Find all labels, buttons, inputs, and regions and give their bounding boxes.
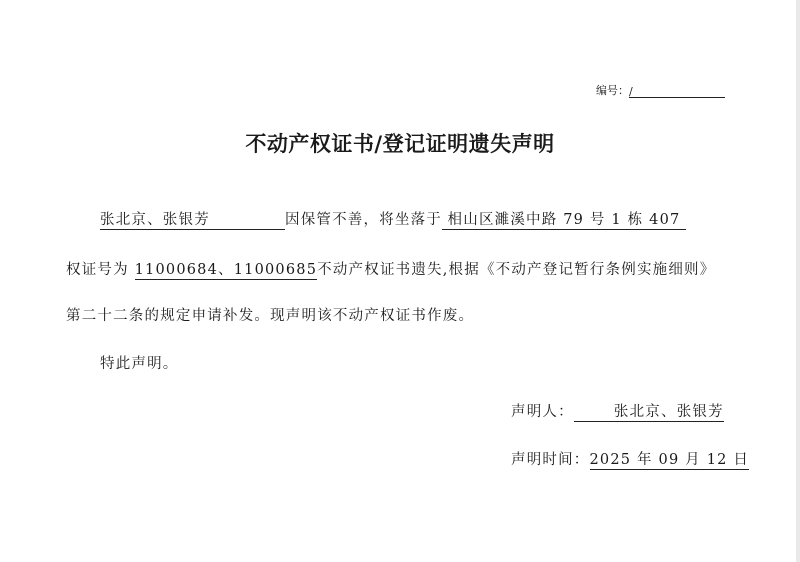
page-edge <box>796 0 800 562</box>
paragraph-line-1 <box>100 208 686 230</box>
serial-number-row <box>596 82 725 98</box>
serial-number-value: / <box>629 85 725 98</box>
lost-owner-names: 张北京、张银芳 <box>100 212 285 230</box>
date-value: 2025 年 09 月 12 日 <box>589 452 750 468</box>
declarant-label: 声明人： <box>511 404 574 420</box>
serial-number-label: 编号： <box>596 84 629 97</box>
declarant-row <box>511 400 724 422</box>
paragraph-text-c: 不动产权证书遗失,根据《不动产登记暂行条例实施细则》 <box>317 262 716 278</box>
declarant-value: 张北京、张银芳 <box>574 404 724 422</box>
paragraph-text-b: 权证号为 <box>66 262 129 278</box>
date-label: 声明时间： <box>511 452 590 468</box>
document-title: 不动产权证书/登记证明遗失声明 <box>245 131 555 156</box>
paragraph-line-3: 第二十二条的规定申请补发。现声明该不动产权证书作废。 <box>66 308 475 324</box>
date-row <box>511 448 749 469</box>
paragraph-text-a: 因保管不善，将坐落于 <box>285 212 442 228</box>
certificate-numbers: 11000684、11000685 <box>134 262 318 278</box>
property-address: 相山区濉溪中路 79 号 1 栋 407 <box>442 212 686 230</box>
paragraph-line-2 <box>66 258 715 279</box>
closing-statement: 特此声明。 <box>100 356 179 372</box>
